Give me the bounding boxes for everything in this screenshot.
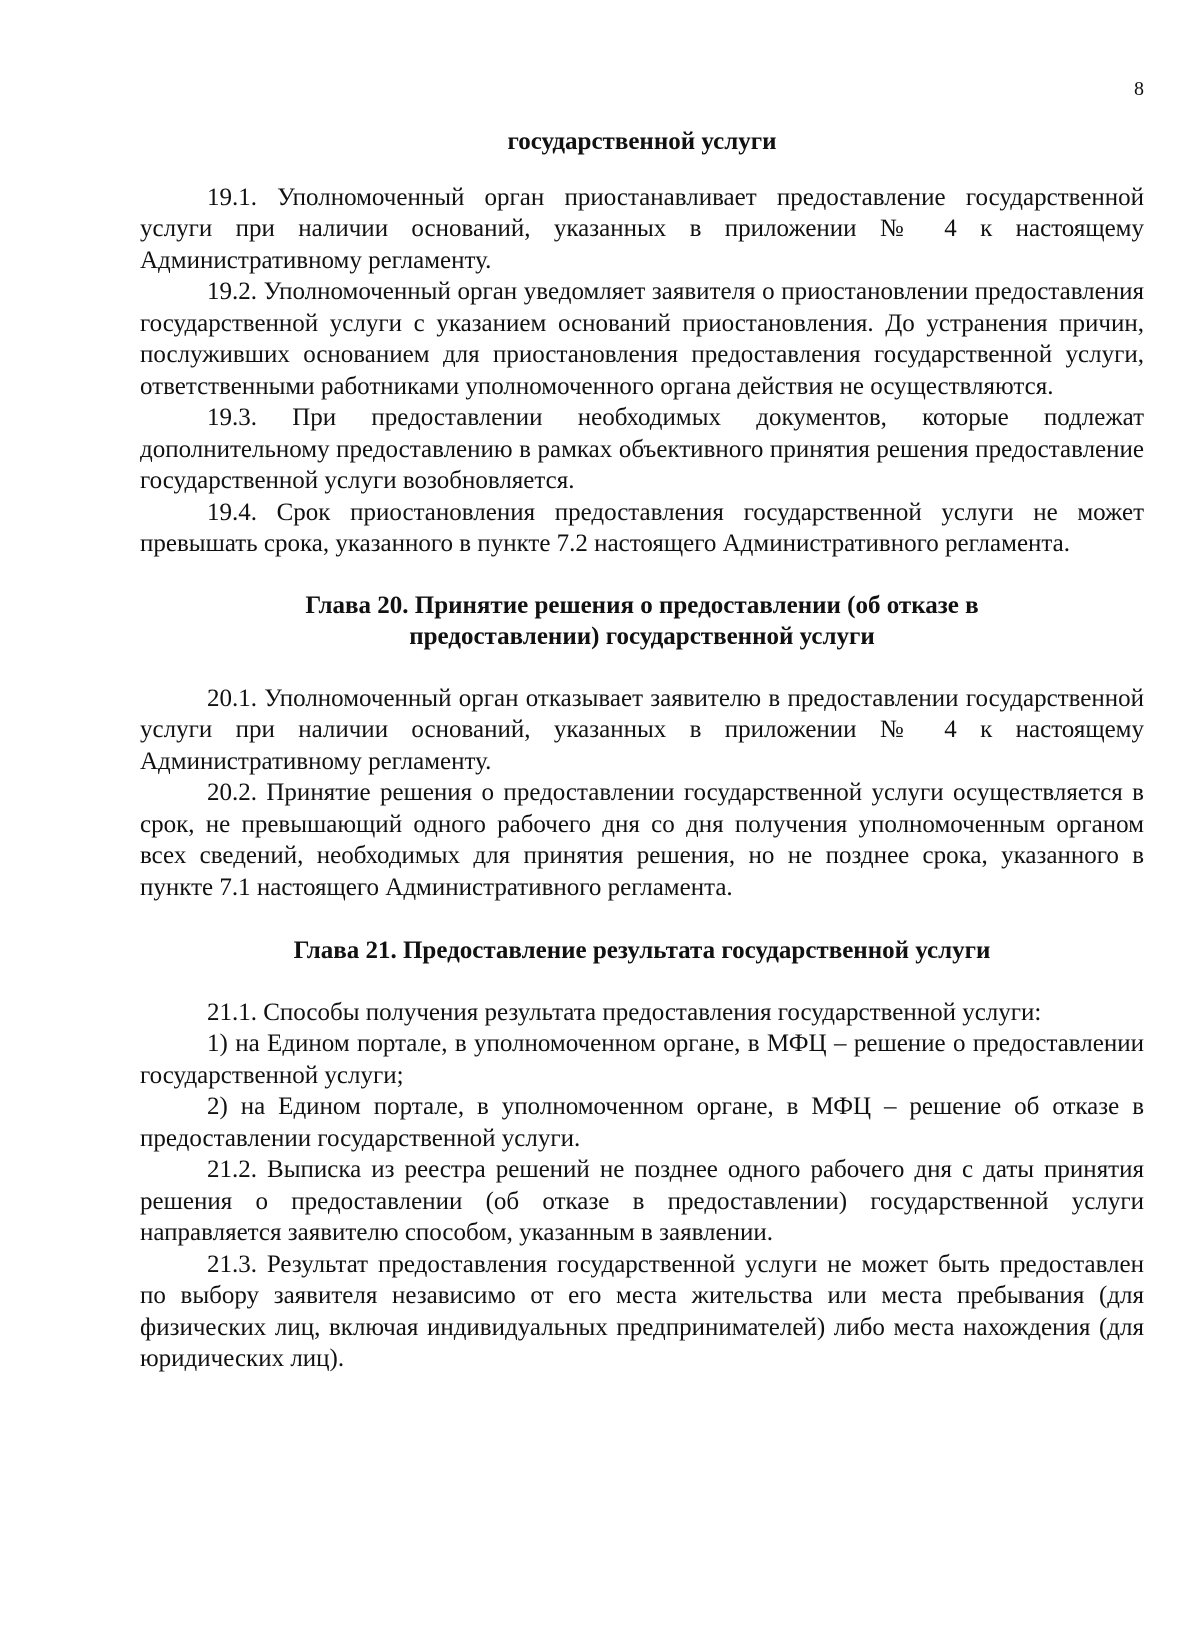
list-item-1: 1) на Едином портале, в уполномоченном органе, в МФЦ – решение о предоставлении государственной услуги;: [140, 1030, 1144, 1089]
chapter-20-section: [140, 683, 1144, 904]
page-content: [140, 126, 1144, 1375]
list-item-2: 2) на Едином портале, в уполномоченном органе, в МФЦ – решение об отказе в предоставлении государственной услуги.: [140, 1093, 1144, 1152]
paragraph-21-1: 21.1. Способы получения результата предоставления государственной услуги:: [207, 998, 1042, 1026]
section-heading-continuation: государственной услуги: [507, 128, 777, 155]
paragraph-21-3: 21.3. Результат предоставления государственной услуги не может быть предоставлен по выбору заявителя независимо от его места жительства или места пребывания (для физических лиц, включая индивидуальных предпринимателей) либо места нахождения (для юридических лиц).: [140, 1250, 1144, 1372]
paragraph-19-2: 19.2. Уполномоченный орган уведомляет заявителя о приостановлении предоставления государственной услуги с указанием оснований приостановления. До устранения причин, послуживших основанием для приостановления предоставления государственной услуги, ответственными работниками уполномоченного органа действия не осуществляются.: [140, 278, 1144, 400]
paragraph-19-1: 19.1. Уполномоченный орган приостанавливает предоставление государственной услуги при наличии оснований, указанных в приложении № 4 к настоящему Административному регламенту.: [140, 183, 1144, 274]
chapter-19-section: [140, 182, 1144, 560]
paragraph-19-4: 19.4. Срок приостановления предоставления государственной услуги не может превышать срока, указанного в пункте 7.2 настоящего Административного регламента.: [140, 498, 1144, 557]
chapter-21-title: Глава 21. Предоставление результата государственной услуги: [293, 937, 991, 964]
chapter-20-title-line2: предоставлении) государственной услуги: [409, 623, 875, 650]
paragraph-20-1: 20.1. Уполномоченный орган отказывает заявителю в предоставлении государственной услуги при наличии оснований, указанных в приложении № 4 к настоящему Административному регламенту.: [140, 684, 1144, 775]
paragraph-19-3: 19.3. При предоставлении необходимых документов, которые подлежат дополнительному предоставлению в рамках объективного принятия решения предоставление государственной услуги возобновляется.: [140, 404, 1144, 494]
chapter-20-title: [140, 590, 1144, 653]
chapter-21-section: [140, 997, 1144, 1375]
page-number: 8: [1134, 78, 1144, 100]
chapter-20-title-line1: Глава 20. Принятие решения о предоставлении (об отказе в: [305, 591, 979, 619]
paragraph-20-2: 20.2. Принятие решения о предоставлении государственной услуги осуществляется в срок, не превышающий одного рабочего дня со дня получения уполномоченным органом всех сведений, необходимых для принятия решения, но не позднее срока, указанного в пункте 7.1 настоящего Административного регламента.: [140, 779, 1144, 901]
paragraph-21-2: 21.2. Выписка из реестра решений не позднее одного рабочего дня с даты принятия решения о предоставлении (об отказе в предоставлении) государственной услуги направляется заявителю способом, указанным в заявлении.: [140, 1156, 1144, 1246]
